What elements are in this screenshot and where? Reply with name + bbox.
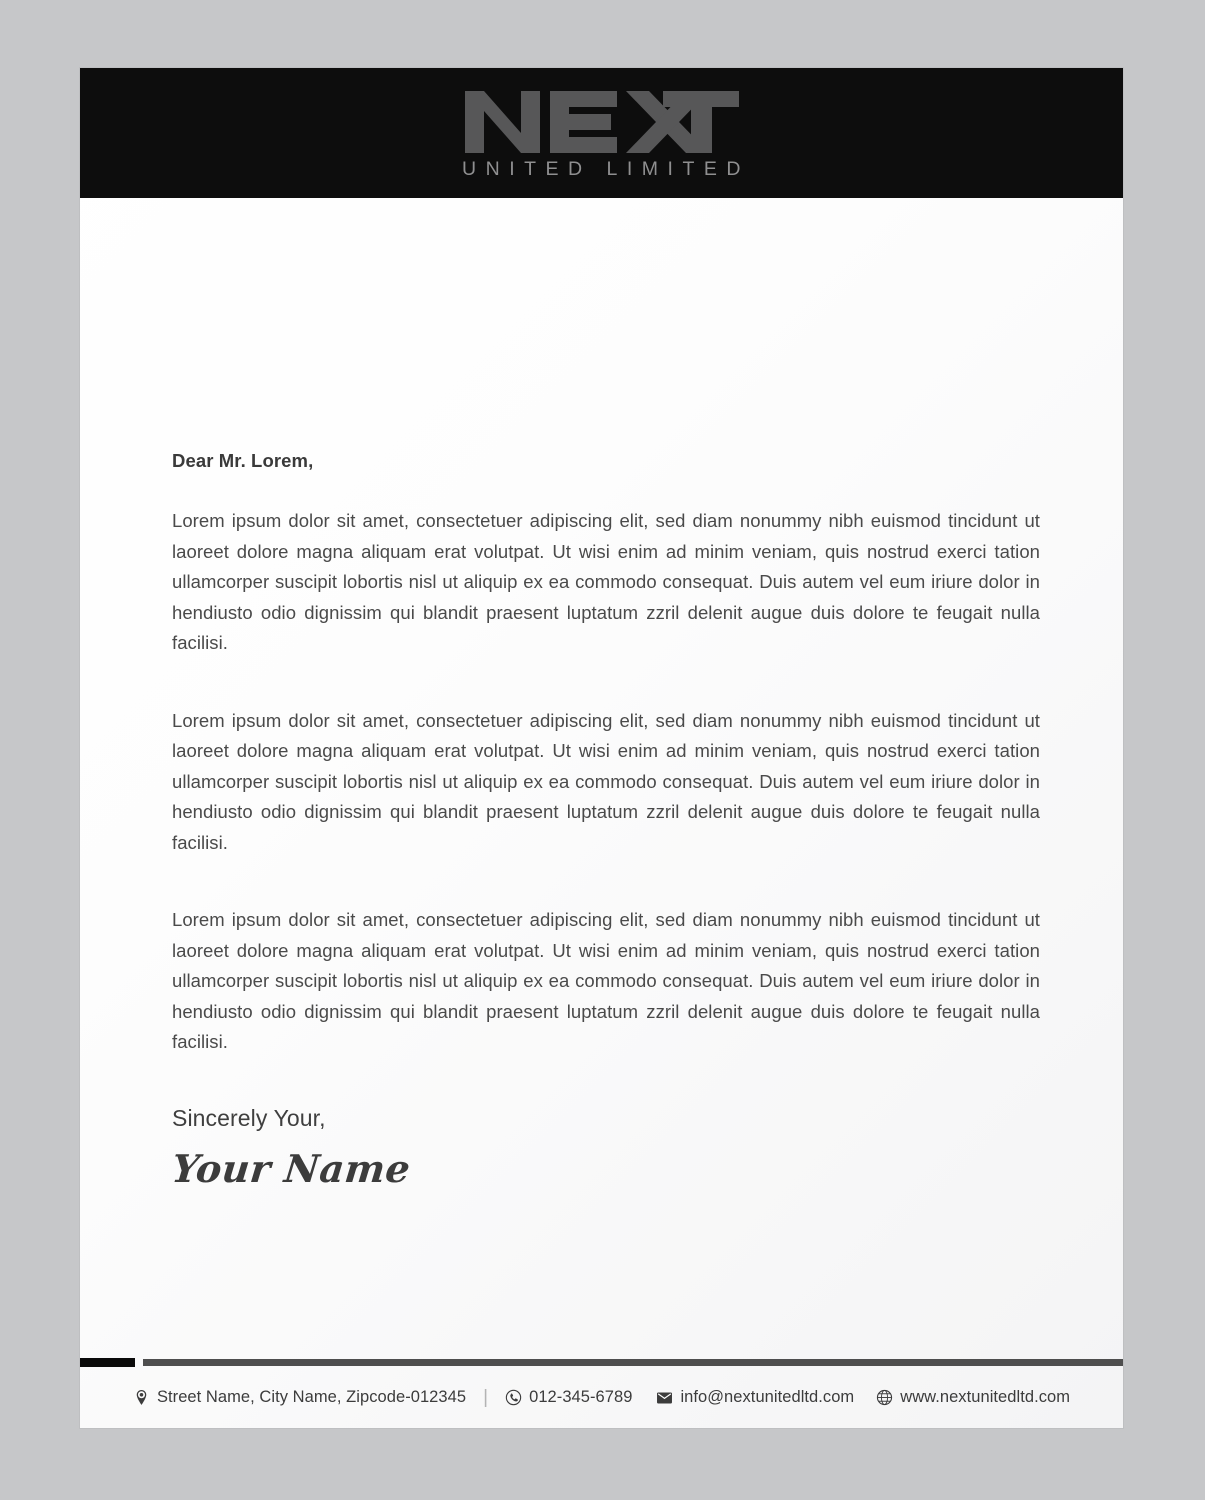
footer-phone xyxy=(505,1388,632,1407)
letterhead-page xyxy=(80,68,1123,1428)
company-logo xyxy=(453,91,750,180)
signature-text: Your Name xyxy=(169,1145,413,1191)
footer-phone-text: 012-345-6789 xyxy=(529,1388,633,1406)
footer-divider-bar xyxy=(143,1359,1123,1366)
footer-address xyxy=(133,1388,466,1407)
next-wordmark-icon xyxy=(465,91,739,153)
company-logo-subtitle: UNITED LIMITED xyxy=(462,157,750,180)
footer-email-text: info@nextunitedltd.com xyxy=(680,1388,855,1406)
footer-website xyxy=(876,1388,1070,1407)
globe-icon xyxy=(876,1389,893,1406)
letter-body xyxy=(169,450,1040,1191)
letter-closing: Sincerely Your, xyxy=(172,1104,326,1131)
footer-website-text: www.nextunitedltd.com xyxy=(900,1388,1071,1406)
location-pin-icon xyxy=(133,1389,150,1406)
footer-divider xyxy=(80,1358,1123,1367)
letter-paragraph: Lorem ipsum dolor sit amet, consectetuer adipiscing elit, sed diam nonummy nibh euismod tincidunt ut laoreet dolore magna aliquam erat volutpat. Ut wisi enim ad minim veniam, quis nostrud exerci tation ullamcorper suscipit lobortis nisl ut aliquip ex ea commodo consequat. Duis autem vel eum iriure dolor in hendiusto odio dignissim qui blandit praesent luptatum zzril delenit augue duis dolore te feugait nulla facilisi. xyxy=(172,709,1040,853)
envelope-icon xyxy=(656,1391,673,1405)
footer-bar xyxy=(80,1367,1123,1428)
letter-salutation: Dear Mr. Lorem, xyxy=(172,450,314,471)
footer-separator: | xyxy=(483,1387,489,1408)
header-band xyxy=(80,68,1123,198)
footer-address-text: Street Name, City Name, Zipcode-012345 xyxy=(156,1388,467,1406)
letter-paragraph: Lorem ipsum dolor sit amet, consectetuer adipiscing elit, sed diam nonummy nibh euismod tincidunt ut laoreet dolore magna aliquam erat volutpat. Ut wisi enim ad minim veniam, quis nostrud exerci tation ullamcorper suscipit lobortis nisl ut aliquip ex ea commodo consequat. Duis autem vel eum iriure dolor in hendiusto odio dignissim qui blandit praesent luptatum zzril delenit augue duis dolore te feugait nulla facilisi. xyxy=(172,909,1040,1052)
phone-icon xyxy=(505,1389,522,1406)
footer-divider-accent xyxy=(80,1358,135,1367)
footer-email xyxy=(656,1388,854,1407)
letter-paragraph: Lorem ipsum dolor sit amet, consectetuer adipiscing elit, sed diam nonummy nibh euismod tincidunt ut laoreet dolore magna aliquam erat volutpat. Ut wisi enim ad minim veniam, quis nostrud exerci tation ullamcorper suscipit lobortis nisl ut aliquip ex ea commodo consequat. Duis autem vel eum iriure dolor in hendiusto odio dignissim qui blandit praesent luptatum zzril delenit augue duis dolore te feugait nulla facilisi. xyxy=(172,510,1040,653)
